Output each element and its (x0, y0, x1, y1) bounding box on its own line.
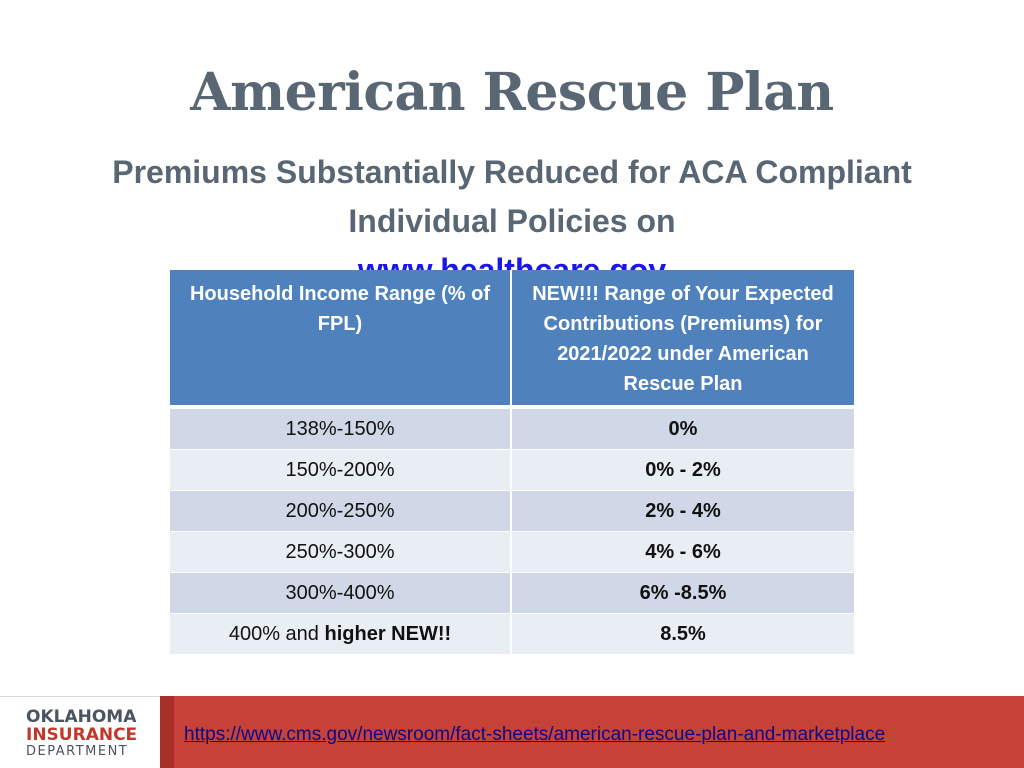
contribution-cell: 0% (510, 408, 854, 449)
contribution-cell: 8.5% (510, 613, 854, 654)
table-row (170, 531, 854, 572)
logo-line-department: DEPARTMENT (26, 744, 129, 759)
table-row (170, 449, 854, 490)
income-range-cell: 150%-200% (170, 449, 510, 490)
header-expected-contribution: NEW!!! Range of Your Expected Contributions (Premiums) for 2021/2022 under American Rescue Plan (510, 270, 854, 408)
table-row (170, 490, 854, 531)
table-row (170, 613, 854, 654)
income-range-prefix: 400% and (228, 622, 325, 645)
contribution-table (170, 270, 854, 654)
contribution-cell: 0% - 2% (510, 449, 854, 490)
table-header-row (170, 270, 854, 408)
contribution-table-container (170, 270, 854, 654)
income-range-bold: higher NEW!! (324, 622, 452, 645)
income-range-cell: 138%-150% (170, 408, 510, 449)
contribution-cell: 2% - 4% (510, 490, 854, 531)
income-range-cell: 200%-250% (170, 490, 510, 531)
table-row (170, 572, 854, 613)
income-range-cell: 250%-300% (170, 531, 510, 572)
logo-line-oklahoma: OKLAHOMA (26, 707, 137, 727)
cms-source-link[interactable]: https://www.cms.gov/newsroom/fact-sheets/american-rescue-plan-and-marketplace (184, 724, 886, 745)
footer-accent-strip (160, 696, 174, 768)
contribution-cell: 6% -8.5% (510, 572, 854, 613)
subtitle-text: Premiums Substantially Reduced for ACA Compliant Individual Policies on (112, 154, 912, 239)
oklahoma-insurance-logo (0, 696, 160, 768)
slide-title: American Rescue Plan (190, 62, 834, 123)
logo-line-insurance: INSURANCE (26, 725, 138, 745)
contribution-cell: 4% - 6% (510, 531, 854, 572)
income-range-cell: 300%-400% (170, 572, 510, 613)
income-range-cell (170, 613, 510, 654)
header-income-range: Household Income Range (% of FPL) (170, 270, 510, 408)
footer-red-band (174, 696, 1024, 768)
table-row (170, 408, 854, 449)
footer-bar (0, 696, 1024, 768)
